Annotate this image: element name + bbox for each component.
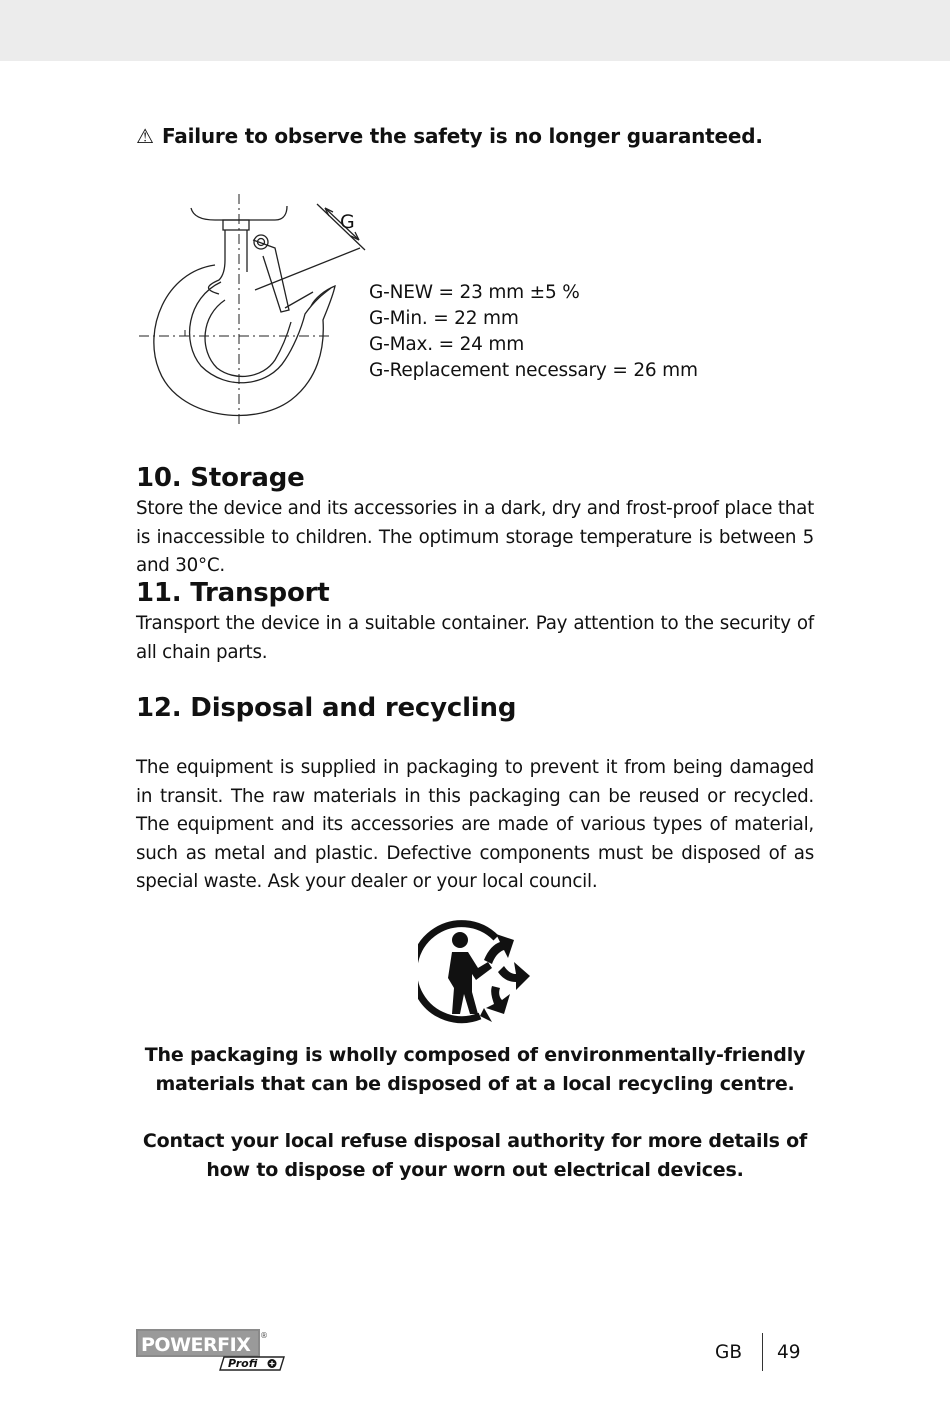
page-footer (715, 1335, 801, 1369)
svg-text:®: ® (260, 1331, 268, 1340)
transport-text: Transport the device in a suitable container. Pay attention to the security of all chain parts. (136, 613, 814, 663)
spec-line: G-NEW = 23 mm ±5 % (369, 282, 580, 303)
spec-line: G-Min. = 22 mm (369, 308, 519, 329)
brand-name: POWERFIX (141, 1334, 251, 1356)
powerfix-logo (136, 1329, 286, 1373)
footer-divider (762, 1333, 763, 1371)
recycling-person-icon (418, 918, 532, 1024)
storage-text: Store the device and its accessories in a dark, dry and frost-proof place that is inaccessible to children. The optimum storage temperature is between 5 and 30°C. (136, 498, 814, 577)
page-number: 49 (777, 1341, 801, 1363)
storage-heading: 10. Storage (136, 463, 305, 493)
disposal-heading: 12. Disposal and recycling (136, 693, 517, 723)
disposal-text: The equipment is supplied in packaging to prevent it from being damaged in transit. The raw materials in this packaging can be reused or recycled. The equipment and its accessories are made of various types of material, such as metal and plastic. Defective components must be disposed of as special waste. Ask your dealer or your local council. (136, 757, 814, 893)
spec-line: G-Max. = 24 mm (369, 334, 525, 355)
warning-text: Failure to observe the safety is no longer guaranteed. (162, 124, 763, 148)
spec-line: G-Replacement necessary = 26 mm (369, 360, 698, 381)
transport-heading: 11. Transport (136, 578, 330, 608)
hook-diagram (135, 190, 375, 430)
hook-spec-list (369, 280, 698, 384)
brand-subline: Profi (228, 1357, 258, 1370)
dimension-g-label: G (340, 211, 355, 233)
electrical-disposal-note: Contact your local refuse disposal authority for more details of how to dispose of your worn out electrical devices. (142, 1130, 808, 1181)
top-band (0, 0, 950, 61)
packaging-note: The packaging is wholly composed of environmentally-friendly materials that can be disposed of at a local recycling centre. (144, 1044, 806, 1095)
language-code: GB (715, 1341, 743, 1363)
warning-triangle-icon: ⚠ (136, 124, 154, 148)
safety-warning (136, 122, 836, 150)
